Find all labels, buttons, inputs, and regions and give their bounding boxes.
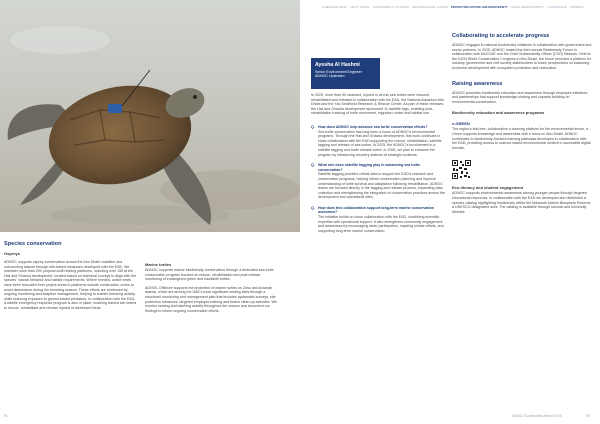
nav-item[interactable]: SOCIAL RESPONSIBILITY bbox=[510, 6, 545, 9]
raising-awareness-heading: Raising awareness bbox=[452, 80, 503, 87]
qa-3-label: Q. bbox=[311, 205, 315, 210]
collaborating-heading: Collaborating to accelerate progress bbox=[452, 33, 550, 39]
nav-item[interactable]: GOVERNANCE bbox=[547, 6, 567, 9]
marine-turtles-body-2: ADNOC Offshore supports the protection of marine turtles on Zirku and Arzanah islands, which are among the UAE's most significant nesting sites through a structured monitoring and management plan that includes systematic surveys, site protection measures, targeted employee training and beach clean-up activities. We monitor nesting and hatching activity throughout the season and document our findings to inform ongoing conservation efforts. bbox=[145, 285, 277, 313]
nav-item[interactable]: APPENDIX bbox=[569, 6, 584, 9]
qa-1 bbox=[311, 125, 445, 157]
marine-turtles-column bbox=[145, 262, 277, 313]
expert-role-org: ADNOC Upstream bbox=[315, 74, 345, 79]
ospreys-column bbox=[4, 251, 138, 311]
qr-code-graphic bbox=[452, 160, 471, 179]
qa-3-answer: The initiative builds on close collaboration with the EAD, combining scientific expertise with operational support. It also strengthens community engagement and awareness by encouraging wider participation, inspiring similar efforts, and supporting long-term marine conservation. bbox=[318, 215, 444, 233]
nav-item[interactable]: PROTECTING NATURE AND BIODIVERSITY bbox=[450, 6, 508, 9]
egreen-subhead: e-GREEN bbox=[452, 121, 470, 127]
ospreys-subhead: Ospreys bbox=[4, 251, 21, 256]
qa-1-label: Q. bbox=[311, 124, 315, 129]
nav-item[interactable]: ABOUT ADNOC bbox=[349, 6, 370, 9]
species-conservation-heading: Species conservation bbox=[4, 241, 62, 247]
raising-awareness-body: ADNOC promotes biodiversity education and awareness through employee initiatives and partnerships that support knowledge-sharing and capacity building on environmental conservation. bbox=[452, 90, 588, 104]
page-number-left: 94 bbox=[4, 414, 8, 418]
report-title-footer: ADNOC Sustainability Report 2025 bbox=[512, 414, 562, 418]
qa-1-answer: Sea turtle conservation has long been a focus of ADNOC's environmental programs. Through the Hail and Ghasha development, this work continues in close collaboration with the EAD supporting the rescue, rehabilitation, satellite tagging and release of sea turtles. In 2025, the ADNOC's involvement in a satellite tagging and turtle release event. In 2026, we plan to enhance the program by introducing recovery stations at strategic locations. bbox=[318, 129, 442, 157]
sea-turtle-photo bbox=[0, 0, 300, 232]
page-number-right: 95 bbox=[586, 414, 590, 418]
expert-name: Ayesha Al Hashmi bbox=[315, 62, 360, 68]
qa-2-question: What role does satellite tagging play in advancing sea turtle conservation? bbox=[318, 163, 421, 172]
interview-column bbox=[311, 93, 445, 233]
qa-3 bbox=[311, 206, 445, 234]
expert-role-title: Senior Environment Engineer bbox=[315, 70, 362, 74]
qa-2 bbox=[311, 163, 445, 200]
eco-literacy-subhead: Eco-literacy and student engagement bbox=[452, 185, 524, 191]
education-programs-subhead: Biodiversity education and awareness programs bbox=[452, 110, 545, 116]
intro-paragraph: In 2025, more than 50 stranded, injured or at-risk sea turtles were rescued, rehabilitated and released in collaboration with the EAD, the National Aquarium Abu Dhabi and the Yas SeaWorld Research & Rescue Center. As part of these releases, the Hail and Ghasha development sponsored 11 satellite tags, enabling post-rehabilitation tracking of turtle movement, migration routes and habitat use. bbox=[311, 93, 445, 116]
nav-item[interactable]: RESILIENCE AND CLIMATE bbox=[412, 6, 448, 9]
marine-turtles-body-1: ADNOC supports marine biodiversity conservation through a dedicated sea turtle conservation program focused on rescue, rehabilitation and post-release monitoring of endangered green and hawksbill turtles. bbox=[145, 268, 274, 282]
qa-2-label: Q. bbox=[311, 163, 315, 168]
nav-item[interactable]: A MESSAGE FROM bbox=[322, 6, 347, 9]
expert-callout bbox=[311, 58, 380, 89]
qa-2-answer: Satellite tagging provides critical data to support the EAD's research and conservation programs, helping inform conservation planning and improve understanding of turtle survival and adaptation following rehabilitation. ADNOC teams are focused directly in the tagging and release process, expanding data collection and strengthening the integration of conservation practices across the development and operational sites. bbox=[318, 172, 445, 200]
section-nav bbox=[322, 6, 594, 9]
egreen-body: The region's first free, collaborative e-learning platform for the environmental sector, e-Green supports knowledge and awareness with a focus on Abu Dhabi. ADNOC contributes to biodiversity-focused learning pathways developed in collaboration with the EAD, providing access to science-based environmental content in accessible digital formats. bbox=[452, 127, 591, 150]
qa-1-question: How does ADNOC help advance sea turtle conservation efforts? bbox=[318, 124, 428, 129]
nav-item[interactable]: SUSTAINABILITY AT ADNOC bbox=[372, 6, 410, 9]
collaborating-body: ADNOC engages in national biodiversity initiatives in collaboration with government and sector partners. In 2025, ADNOC hosted the third annual Biodiversity Forum in collaboration with MoCCAE and the Chief Sustainability Officer (CSO) Network. Held at the IUCN World Conservation Congress in Abu Dhabi, the forum provided a platform for industry, government and civil society stakeholders to share perspectives on balancing economic development with ecosystem protection and restoration. bbox=[452, 43, 592, 70]
qr-code-icon[interactable] bbox=[452, 160, 471, 179]
turtle-illustration bbox=[0, 0, 300, 232]
marine-turtles-subhead: Marine turtles bbox=[145, 262, 172, 267]
ospreys-body: ADNOC supports osprey conservation across the Abu Dhabi coastline and surrounding islands through site-based measures developed with the EAD. We maintain more than 200 purpose-built nesting platforms, including over 150 at the Hail and Ghasha development, located based on technical surveys to align with the species' natural behavior and habitat requirements. Where needed, active nests have been relocated from project areas to platforms outside construction zones to avoid disturbance during the breeding season. These efforts are reinforced by ongoing monitoring and adaptive management, helping to sustain breeding activity while reducing exposure to ground-based predators. In collaboration with the EAD, a wildlife emergency response program is also in place, enabling trained site teams to rescue, rehabilitate and release injured or distressed birds. bbox=[4, 260, 137, 310]
progress-column bbox=[452, 33, 592, 214]
eco-literacy-body: ADNOC supports environmental awareness among younger people through targeted educational resources. In collaboration with the EAD we developed and distributed a species catalog highlighting biodiversity within the Marawah Marine Biosphere Reserve, a UNESCO-designated area. The catalog is available through schools and university libraries. bbox=[452, 191, 592, 214]
expert-role bbox=[315, 70, 376, 79]
qa-3-question: How does this collaboration support long-term marine conservation outcomes? bbox=[318, 205, 435, 215]
